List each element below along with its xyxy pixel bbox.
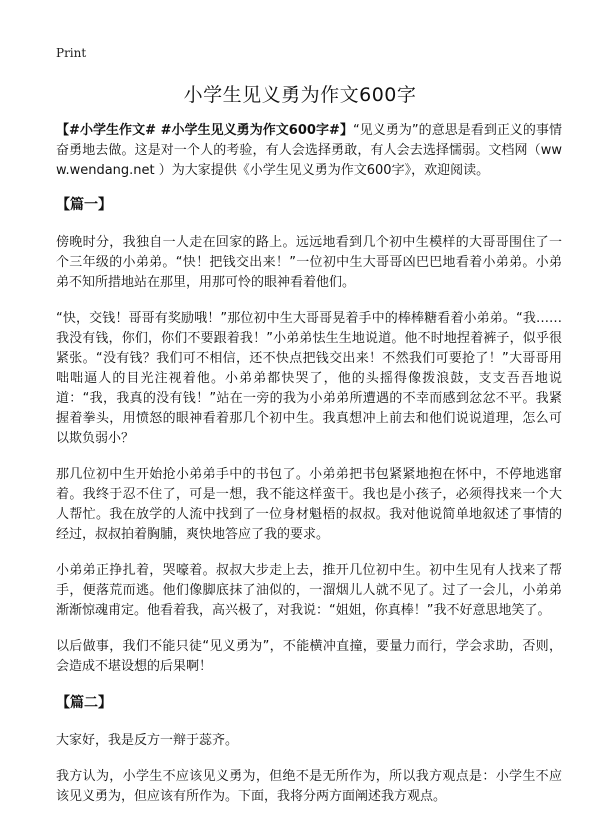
section-heading-2: 【篇二】 (56, 695, 112, 711)
intro-tag: 【#小学生作文# #小学生见义勇为作文600字#】 (56, 123, 353, 138)
paragraph: 那几位初中生开始抢小弟弟手中的书包了。小弟弟把书包紧紧地抱在怀中，不停地逃窜着。我终于忍不住了，可是一想，我不能这样蛮干。我也是小孩子，必须得找来一个大人帮忙。我在放学的人流中找到了一位身材魁梧的叔叔。我对他说简单地叙述了事情的经过，叔叔拍着胸脯，爽快地答应了我的要求。 (56, 467, 562, 542)
article-title: 小学生见义勇为作文600字 (183, 84, 417, 106)
intro-paragraph (56, 121, 562, 181)
section-heading-1: 【篇一】 (56, 197, 112, 213)
paragraph: 小弟弟正挣扎着，哭嚎着。叔叔大步走上去，推开几位初中生。初中生见有人找来了帮手，便落荒而逃。他们像脚底抹了油似的，一溜烟儿人就不见了。过了一会儿，小弟弟渐渐惊魂甫定。他看着我，高兴极了，对我说：“姐姐，你真棒！”我不好意思地笑了。 (56, 563, 562, 618)
paragraph: 大家好，我是反方一辩于蕊齐。 (56, 733, 239, 748)
paragraph: 我方认为，小学生不应该见义勇为，但绝不是无所作为，所以我方观点是：小学生不应该见义勇为，但应该有所作为。下面，我将分两方面阐述我方观点。 (56, 769, 562, 804)
paragraph: “快，交钱！哥哥有奖励哦！”那位初中生大哥哥晃着手中的棒棒糖看着小弟弟。“我……我没有钱，你们，你们不要跟着我！”小弟弟怯生生地说道。他不时地捏着裤子，似乎很紧张。“没有钱？我们可不相信，还不快点把钱交出来！不然我们可要抢了！”大哥哥用咄咄逼人的目光注视着他。小弟弟都快哭了，他的头摇得像拨浪鼓，支支吾吾地说道：“我，我真的没有钱！”站在一旁的我为小弟弟所遭遇的不幸而感到忿忿不平。我紧握着拳头，用愤怒的眼神看着那几个初中生。我真想冲上前去和他们说说道理，怎么可以欺负弱小？ (56, 311, 562, 446)
print-label: Print (56, 46, 87, 60)
paragraph: 以后做事，我们不能只徒“见义勇为”，不能横冲直撞，要量力而行，学会求助，否则，会造成不堪设想的后果啊！ (56, 639, 562, 674)
paragraph: 傍晚时分，我独自一人走在回家的路上。远远地看到几个初中生模样的大哥哥围住了一个三年级的小弟弟。“快！把钱交出来！”一位初中生大哥哥凶巴巴地看着小弟弟。小弟弟不知所措地站在那里，用那可怜的眼神看着他们。 (56, 235, 562, 290)
article-body (56, 121, 562, 823)
intro-text: “见义勇为”的意思是看到正义的事情奋勇地去做。这是对一个人的考验，有人会选择勇敢，有人会去选择懦弱。文档网（www.wendang.net ）为大家提供《小学生见义勇为作文600字》，欢迎阅读。 (56, 123, 562, 178)
